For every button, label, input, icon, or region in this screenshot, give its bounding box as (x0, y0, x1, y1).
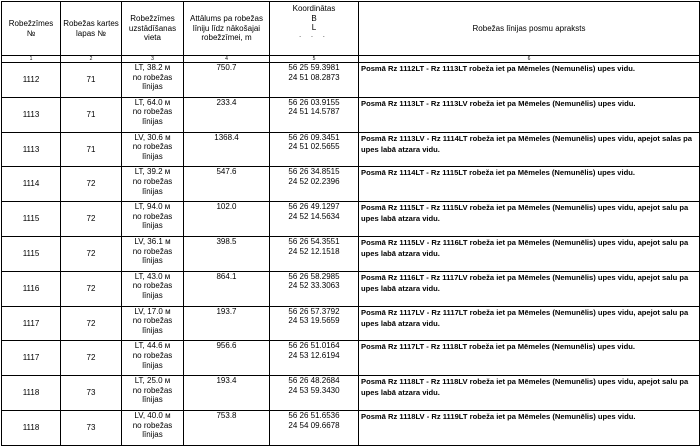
coordinate-l: 24 54 09.6678 (288, 420, 340, 430)
sheet-number: 72 (61, 202, 122, 237)
segment-description: Posmā Rz 1117LV - Rz 1117LT robeža iet pa Mēmeles (Nemunēlis) upes vidu, apejot salu pa upes labā atzara vidu. (359, 306, 700, 341)
placement-line: līnijas (142, 256, 163, 266)
sheet-number: 72 (61, 341, 122, 376)
segment-description: Posmā Rz 1113LV - Rz 1114LT robeža iet pa Mēmeles (Nemunēlis) upes vidu, apejot salas pa upes labā atzara vidu. (359, 132, 700, 167)
distance-value: 750.7 (184, 63, 270, 98)
placement-from: no robežas (132, 176, 173, 186)
coordinate-b: 56 25 59.3981 (288, 63, 340, 72)
placement-offset: LV, 30.6 м (134, 132, 171, 142)
coordinate-l: 24 53 12.6194 (288, 350, 340, 360)
column-number: 6 (359, 56, 700, 63)
marker-number: 1112 (2, 63, 61, 98)
coordinates-cell (270, 97, 359, 132)
boundary-table (1, 1, 700, 446)
placement-offset: LV, 17.0 м (134, 306, 171, 316)
coordinate-b: 56 26 48.2684 (288, 376, 340, 386)
placement-cell (122, 236, 184, 271)
coordinates-cell (270, 271, 359, 306)
placement-line: līnijas (142, 221, 163, 231)
column-number: 4 (184, 56, 270, 63)
coordinate-b: 56 26 49.1297 (288, 202, 340, 212)
marker-number: 1117 (2, 306, 61, 341)
header-row (2, 2, 700, 56)
segment-description: Posmā Rz 1118LV - Rz 1119LT robeža iet pa Mēmeles (Nemunēlis) upes vidu. (359, 410, 700, 445)
placement-line: līnijas (142, 290, 163, 300)
coordinate-l: 24 52 12.1518 (288, 246, 340, 256)
table-row (2, 376, 700, 411)
distance-value: 193.7 (184, 306, 270, 341)
marker-number: 1114 (2, 167, 61, 202)
table-row (2, 167, 700, 202)
table-row (2, 410, 700, 445)
marker-number: 1113 (2, 97, 61, 132)
placement-offset: LT, 25.0 м (134, 376, 171, 386)
column-number: 3 (122, 56, 184, 63)
coordinate-b: 56 26 51.0164 (288, 341, 340, 351)
placement-from: no robežas (132, 142, 173, 152)
coordinates-cell (270, 132, 359, 167)
distance-value: 193.4 (184, 376, 270, 411)
coordinate-b: 56 26 09.3451 (288, 132, 340, 142)
placement-from: no robežas (132, 107, 173, 117)
coordinate-b: 56 26 03.9155 (288, 97, 340, 107)
header-coordinates-title: Koordinātas (292, 4, 336, 13)
marker-number: 1115 (2, 236, 61, 271)
table-row (2, 63, 700, 98)
placement-cell (122, 306, 184, 341)
table-row (2, 132, 700, 167)
placement-cell (122, 132, 184, 167)
placement-line: līnijas (142, 360, 163, 370)
table-row (2, 341, 700, 376)
sheet-number: 71 (61, 132, 122, 167)
distance-value: 233.4 (184, 97, 270, 132)
distance-value: 956.6 (184, 341, 270, 376)
sheet-number: 72 (61, 236, 122, 271)
coordinates-cell (270, 376, 359, 411)
table-row (2, 97, 700, 132)
coordinate-b: 56 26 34.8515 (288, 167, 340, 177)
segment-description: Posmā Rz 1113LT - Rz 1113LV robeža iet pa Mēmeles (Nemunēlis) upes vidu. (359, 97, 700, 132)
placement-line: līnijas (142, 325, 163, 335)
placement-from: no robežas (132, 246, 173, 256)
marker-number: 1118 (2, 376, 61, 411)
distance-value: 864.1 (184, 271, 270, 306)
placement-offset: LT, 94.0 м (134, 202, 171, 212)
placement-offset: LT, 39.2 м (134, 167, 171, 177)
segment-description: Posmā Rz 1115LT - Rz 1115LV robeža iet pa Mēmeles (Nemunēlis) upes vidu, apejot salu pa upes labā atzara vidu. (359, 202, 700, 237)
coordinates-cell (270, 306, 359, 341)
distance-value: 753.8 (184, 410, 270, 445)
placement-line: līnijas (142, 116, 163, 126)
marker-number: 1117 (2, 341, 61, 376)
placement-from: no robežas (132, 420, 173, 430)
placement-cell (122, 341, 184, 376)
segment-description: Posmā Rz 1115LV - Rz 1116LT robeža iet pa Mēmeles (Nemunēlis) upes vidu, apejot salu pa upes labā atzara vidu. (359, 236, 700, 271)
placement-from: no robežas (132, 316, 173, 326)
placement-from: no robežas (132, 211, 173, 221)
placement-from: no robežas (132, 350, 173, 360)
coordinate-l: 24 52 02.2396 (288, 176, 340, 186)
segment-description: Posmā Rz 1117LT - Rz 1118LT robeža iet pa Mēmeles (Nemunēlis) upes vidu. (359, 341, 700, 376)
marker-number: 1113 (2, 132, 61, 167)
coordinates-cell (270, 202, 359, 237)
placement-offset: LT, 44.6 м (134, 341, 171, 351)
header-distance: Attālums pa robežas līniju līdz nākošajai robežzīmei, m (184, 2, 270, 56)
coordinate-b: 56 26 57.3792 (288, 306, 340, 316)
table-row (2, 236, 700, 271)
segment-description: Posmā Rz 1114LT - Rz 1115LT robeža iet pa Mēmeles (Nemunēlis) upes vidu. (359, 167, 700, 202)
column-number: 2 (61, 56, 122, 63)
sheet-number: 72 (61, 167, 122, 202)
table-row (2, 271, 700, 306)
marker-number: 1115 (2, 202, 61, 237)
distance-value: 1368.4 (184, 132, 270, 167)
placement-cell (122, 167, 184, 202)
header-coordinates (270, 2, 359, 56)
header-placement: Robežzīmes uzstādīšanas vieta (122, 2, 184, 56)
placement-from: no robežas (132, 385, 173, 395)
coordinate-b: 56 26 51.6536 (288, 410, 340, 420)
coordinate-l: 24 52 33.3063 (288, 281, 340, 291)
column-number: 1 (2, 56, 61, 63)
coordinate-l: 24 53 59.3430 (288, 385, 340, 395)
sheet-number: 72 (61, 271, 122, 306)
distance-value: 398.5 (184, 236, 270, 271)
header-coordinates-dots: . . . (299, 31, 329, 39)
sheet-number: 73 (61, 376, 122, 411)
placement-offset: LT, 38.2 м (134, 63, 171, 72)
placement-from: no robežas (132, 281, 173, 291)
placement-cell (122, 63, 184, 98)
column-number-row (2, 56, 700, 63)
placement-cell (122, 97, 184, 132)
sheet-number: 72 (61, 306, 122, 341)
placement-line: līnijas (142, 186, 163, 196)
table-body (2, 63, 700, 446)
placement-offset: LT, 64.0 м (134, 97, 171, 107)
coordinates-cell (270, 341, 359, 376)
placement-cell (122, 202, 184, 237)
marker-number: 1116 (2, 271, 61, 306)
placement-from: no robežas (132, 72, 173, 82)
marker-number: 1118 (2, 410, 61, 445)
coordinate-l: 24 52 14.5634 (288, 211, 340, 221)
segment-description: Posmā Rz 1112LT - Rz 1113LT robeža iet pa Mēmeles (Nemunēlis) upes vidu. (359, 63, 700, 98)
coordinate-b: 56 26 54.3551 (288, 236, 340, 246)
coordinates-cell (270, 63, 359, 98)
coordinate-l: 24 51 02.5655 (288, 142, 340, 152)
table-row (2, 306, 700, 341)
segment-description: Posmā Rz 1116LT - Rz 1117LV robeža iet pa Mēmeles (Nemunēlis) upes vidu, apejot salu pa upes labā atzara vidu. (359, 271, 700, 306)
placement-offset: LV, 36.1 м (134, 236, 171, 246)
distance-value: 547.6 (184, 167, 270, 202)
header-coordinates-l: L (311, 23, 317, 32)
coordinates-cell (270, 167, 359, 202)
segment-description: Posmā Rz 1118LT - Rz 1118LV robeža iet pa Mēmeles (Nemunēlis) upes vidu, apejot salu pa upes labā atzara vidu. (359, 376, 700, 411)
header-marker-no: Robežzīmes № (2, 2, 61, 56)
header-description: Robežas līnijas posmu apraksts (359, 2, 700, 56)
header-sheet-no: Robežas kartes lapas № (61, 2, 122, 56)
placement-cell (122, 376, 184, 411)
placement-offset: LV, 40.0 м (134, 410, 171, 420)
table-row (2, 202, 700, 237)
placement-line: līnijas (142, 395, 163, 405)
column-number: 5 (270, 56, 359, 63)
placement-line: līnijas (142, 430, 163, 440)
coordinate-b: 56 26 58.2985 (288, 271, 340, 281)
placement-cell (122, 410, 184, 445)
coordinate-l: 24 51 14.5787 (288, 107, 340, 117)
placement-line: līnijas (142, 82, 163, 92)
sheet-number: 71 (61, 97, 122, 132)
coordinates-cell (270, 410, 359, 445)
header-coordinates-b: B (311, 13, 317, 23)
coordinate-l: 24 53 19.5659 (288, 316, 340, 326)
sheet-number: 71 (61, 63, 122, 98)
coordinates-cell (270, 236, 359, 271)
coordinate-l: 24 51 08.2873 (288, 72, 340, 82)
placement-line: līnijas (142, 151, 163, 161)
sheet-number: 73 (61, 410, 122, 445)
placement-offset: LT, 43.0 м (134, 271, 171, 281)
placement-cell (122, 271, 184, 306)
distance-value: 102.0 (184, 202, 270, 237)
